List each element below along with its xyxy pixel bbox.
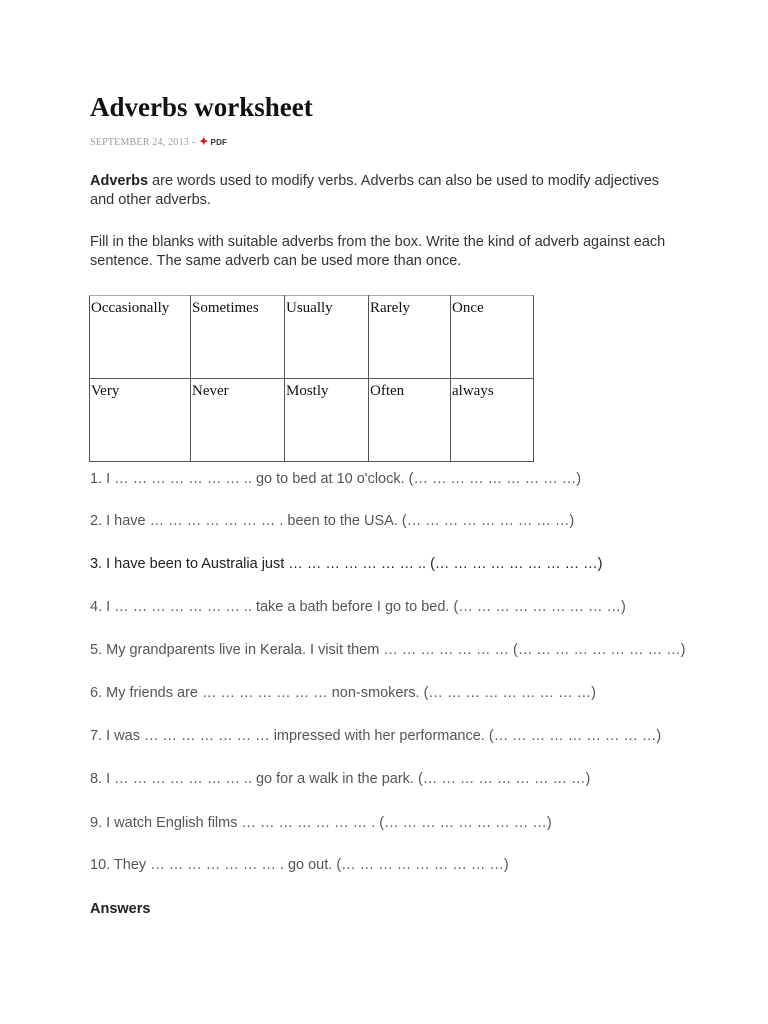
instructions-paragraph: Fill in the blanks with suitable adverbs from the box. Write the kind of adverb against each sentence. The same adverb can be used more than once. (90, 234, 666, 269)
pdf-label: PDF (210, 138, 228, 147)
question-9: 9. I watch English films … … … … … … … . (… … … … … … … … …) (90, 815, 552, 831)
answers-heading: Answers (90, 901, 151, 917)
page-title: Adverbs worksheet (90, 92, 313, 122)
question-3: 3. I have been to Australia just … … … … … … … .. (… … … … … … … … …) (90, 556, 603, 572)
adverb-box-table (89, 295, 534, 462)
intro-paragraph (90, 172, 670, 210)
adverb-box-row (90, 296, 534, 379)
adverb-cell: Occasionally (90, 296, 191, 379)
question-2: 2. I have … … … … … … … . been to the USA. (… … … … … … … … …) (90, 513, 575, 529)
question-8: 8. I … … … … … … … .. go for a walk in the park. (… … … … … … … … …) (90, 771, 591, 787)
post-meta (90, 137, 227, 148)
question-5: 5. My grandparents live in Kerala. I visit them … … … … … … … (… … … … … … … … …) (90, 642, 686, 658)
adverb-cell: always (451, 379, 534, 462)
adverb-cell: Sometimes (191, 296, 285, 379)
pdf-download-link[interactable] (199, 137, 227, 148)
adverb-cell: Very (90, 379, 191, 462)
question-7: 7. I was … … … … … … … impressed with her performance. (… … … … … … … … …) (90, 728, 662, 744)
intro-bold-term: Adverbs (90, 173, 149, 189)
pdf-icon: ✦ (199, 136, 209, 148)
adverb-cell: Never (191, 379, 285, 462)
question-4: 4. I … … … … … … … .. take a bath before I go to bed. (… … … … … … … … …) (90, 599, 626, 615)
adverb-box-row (90, 379, 534, 462)
intro-text: are words used to modify verbs. Adverbs can also be used to modify adjectives and other adverbs. (90, 173, 660, 208)
question-10: 10. They … … … … … … … . go out. (… … … … … … … … …) (90, 857, 509, 873)
adverb-cell: Usually (285, 296, 369, 379)
adverb-cell: Once (451, 296, 534, 379)
question-1: 1. I … … … … … … … .. go to bed at 10 o'clock. (… … … … … … … … …) (90, 471, 582, 487)
adverb-cell: Rarely (369, 296, 451, 379)
post-date: SEPTEMBER 24, 2013 - (90, 137, 196, 148)
adverb-cell: Mostly (285, 379, 369, 462)
adverb-cell: Often (369, 379, 451, 462)
question-6: 6. My friends are … … … … … … … non-smokers. (… … … … … … … … …) (90, 685, 596, 701)
